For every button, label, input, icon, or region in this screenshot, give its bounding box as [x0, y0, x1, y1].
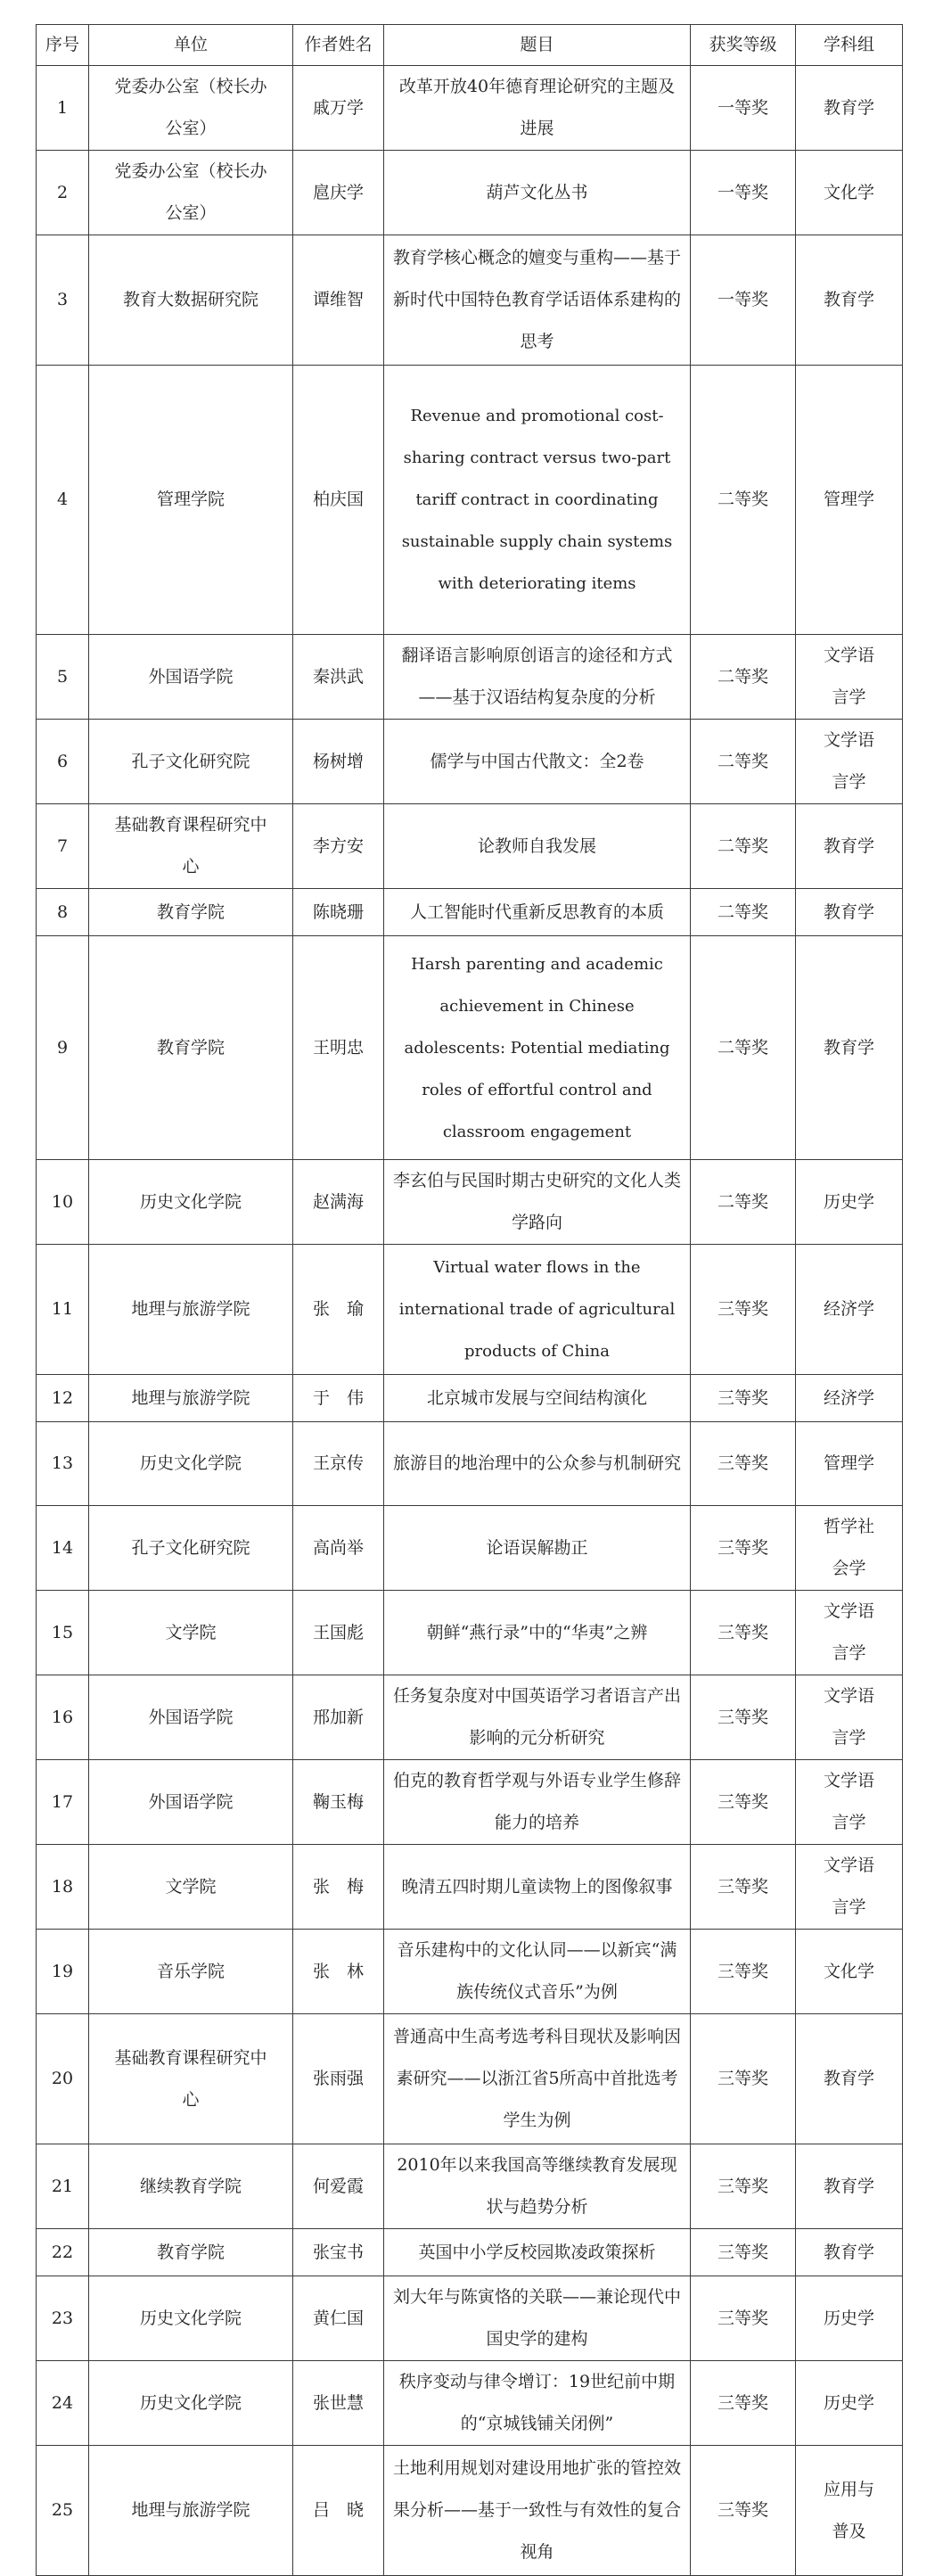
table-row	[37, 2229, 903, 2276]
cell-author: 扈庆学	[293, 151, 384, 235]
cell-author: 王国彪	[293, 1591, 384, 1675]
header-award: 获奖等级	[691, 25, 796, 66]
cell-seq: 4	[37, 366, 89, 635]
cell-group: 教育学	[796, 235, 903, 366]
cell-seq: 20	[37, 2014, 89, 2144]
cell-group: 管理学	[796, 1422, 903, 1506]
cell-title: 刘大年与陈寅恪的关联——兼论现代中国史学的建构	[384, 2276, 691, 2361]
cell-unit: 文学院	[89, 1845, 293, 1930]
cell-title: 北京城市发展与空间结构演化	[384, 1375, 691, 1422]
cell-author: 何爱霞	[293, 2144, 384, 2229]
cell-unit: 文学院	[89, 1591, 293, 1675]
cell-author: 陈晓珊	[293, 889, 384, 936]
table-row	[37, 936, 903, 1160]
cell-award: 二等奖	[691, 1160, 796, 1245]
cell-group: 文学语言学	[796, 1845, 903, 1930]
cell-award: 二等奖	[691, 720, 796, 804]
cell-award: 二等奖	[691, 889, 796, 936]
cell-group: 历史学	[796, 1160, 903, 1245]
cell-award: 一等奖	[691, 235, 796, 366]
cell-group: 教育学	[796, 2144, 903, 2229]
table-row	[37, 1845, 903, 1930]
table-row	[37, 1160, 903, 1245]
cell-seq: 6	[37, 720, 89, 804]
cell-group: 经济学	[796, 1245, 903, 1375]
table-row	[37, 889, 903, 936]
cell-award: 三等奖	[691, 1591, 796, 1675]
table-row	[37, 2014, 903, 2144]
header-row	[37, 25, 903, 66]
table-row	[37, 635, 903, 720]
cell-group: 教育学	[796, 2229, 903, 2276]
table-row	[37, 1422, 903, 1506]
cell-title: 论语误解勘正	[384, 1506, 691, 1591]
table-row	[37, 1375, 903, 1422]
cell-title: 葫芦文化丛书	[384, 151, 691, 235]
cell-author: 张宝书	[293, 2229, 384, 2276]
cell-seq: 5	[37, 635, 89, 720]
cell-unit: 教育学院	[89, 936, 293, 1160]
cell-seq: 22	[37, 2229, 89, 2276]
cell-title: 英国中小学反校园欺凌政策探析	[384, 2229, 691, 2276]
cell-unit: 党委办公室（校长办公室）	[89, 151, 293, 235]
table-row	[37, 2446, 903, 2576]
cell-award: 三等奖	[691, 2014, 796, 2144]
cell-seq: 14	[37, 1506, 89, 1591]
cell-unit: 教育大数据研究院	[89, 235, 293, 366]
cell-award: 三等奖	[691, 2144, 796, 2229]
cell-unit: 教育学院	[89, 889, 293, 936]
cell-group: 文学语言学	[796, 1760, 903, 1845]
header-group: 学科组	[796, 25, 903, 66]
cell-award: 一等奖	[691, 66, 796, 151]
table-row	[37, 1591, 903, 1675]
cell-award: 二等奖	[691, 936, 796, 1160]
table-row	[37, 1245, 903, 1375]
cell-group: 文化学	[796, 151, 903, 235]
cell-author: 张世慧	[293, 2361, 384, 2446]
cell-group: 文学语言学	[796, 635, 903, 720]
cell-author: 秦洪武	[293, 635, 384, 720]
cell-author: 张 梅	[293, 1845, 384, 1930]
cell-group: 文化学	[796, 1930, 903, 2014]
cell-author: 赵满海	[293, 1160, 384, 1245]
cell-group: 文学语言学	[796, 1591, 903, 1675]
cell-group: 应用与普及	[796, 2446, 903, 2576]
table-row	[37, 2361, 903, 2446]
cell-unit: 音乐学院	[89, 1930, 293, 2014]
cell-title: 翻译语言影响原创语言的途径和方式——基于汉语结构复杂度的分析	[384, 635, 691, 720]
cell-seq: 2	[37, 151, 89, 235]
cell-seq: 8	[37, 889, 89, 936]
cell-award: 三等奖	[691, 1845, 796, 1930]
cell-author: 张 林	[293, 1930, 384, 2014]
cell-author: 张雨强	[293, 2014, 384, 2144]
cell-award: 三等奖	[691, 1245, 796, 1375]
table-row	[37, 235, 903, 366]
cell-author: 于 伟	[293, 1375, 384, 1422]
cell-seq: 1	[37, 66, 89, 151]
cell-seq: 3	[37, 235, 89, 366]
cell-title: Revenue and promotional cost-sharing contract versus two-part tariff contract in coordinating sustainable supply chain systems with deteriorating items	[384, 366, 691, 635]
cell-unit: 历史文化学院	[89, 2361, 293, 2446]
table-row	[37, 1930, 903, 2014]
cell-title: 伯克的教育哲学观与外语专业学生修辞能力的培养	[384, 1760, 691, 1845]
cell-seq: 24	[37, 2361, 89, 2446]
cell-title: Harsh parenting and academic achievement in Chinese adolescents: Potential mediating roles of effortful control and classroom engagement	[384, 936, 691, 1160]
cell-award: 三等奖	[691, 1760, 796, 1845]
cell-seq: 9	[37, 936, 89, 1160]
cell-seq: 19	[37, 1930, 89, 2014]
cell-author: 吕 晓	[293, 2446, 384, 2576]
cell-award: 三等奖	[691, 1375, 796, 1422]
table-row	[37, 366, 903, 635]
cell-seq: 15	[37, 1591, 89, 1675]
cell-unit: 外国语学院	[89, 1760, 293, 1845]
cell-award: 三等奖	[691, 2276, 796, 2361]
table-row	[37, 804, 903, 889]
header-author: 作者姓名	[293, 25, 384, 66]
cell-unit: 历史文化学院	[89, 2276, 293, 2361]
cell-author: 邢加新	[293, 1675, 384, 1760]
award-list-sheet	[36, 24, 902, 2576]
cell-title: 音乐建构中的文化认同——以新宾“满族传统仪式音乐”为例	[384, 1930, 691, 2014]
award-table	[36, 24, 903, 2576]
cell-title: 儒学与中国古代散文：全2卷	[384, 720, 691, 804]
cell-seq: 23	[37, 2276, 89, 2361]
cell-seq: 12	[37, 1375, 89, 1422]
header-unit: 单位	[89, 25, 293, 66]
cell-author: 李方安	[293, 804, 384, 889]
cell-group: 教育学	[796, 936, 903, 1160]
cell-seq: 16	[37, 1675, 89, 1760]
cell-award: 二等奖	[691, 635, 796, 720]
cell-award: 三等奖	[691, 1506, 796, 1591]
cell-seq: 18	[37, 1845, 89, 1930]
cell-unit: 历史文化学院	[89, 1160, 293, 1245]
cell-seq: 13	[37, 1422, 89, 1506]
cell-unit: 管理学院	[89, 366, 293, 635]
cell-author: 鞠玉梅	[293, 1760, 384, 1845]
cell-author: 杨树增	[293, 720, 384, 804]
cell-unit: 基础教育课程研究中心	[89, 2014, 293, 2144]
cell-seq: 17	[37, 1760, 89, 1845]
cell-group: 文学语言学	[796, 720, 903, 804]
cell-title: 改革开放40年德育理论研究的主题及进展	[384, 66, 691, 151]
cell-award: 二等奖	[691, 366, 796, 635]
cell-group: 教育学	[796, 804, 903, 889]
cell-title: 2010年以来我国高等继续教育发展现状与趋势分析	[384, 2144, 691, 2229]
table-row	[37, 2276, 903, 2361]
cell-title: Virtual water flows in the international trade of agricultural products of China	[384, 1245, 691, 1375]
cell-unit: 教育学院	[89, 2229, 293, 2276]
cell-author: 谭维智	[293, 235, 384, 366]
table-row	[37, 1760, 903, 1845]
cell-unit: 党委办公室（校长办公室）	[89, 66, 293, 151]
cell-group: 历史学	[796, 2361, 903, 2446]
cell-group: 哲学社会学	[796, 1506, 903, 1591]
cell-title: 人工智能时代重新反思教育的本质	[384, 889, 691, 936]
header-seq: 序号	[37, 25, 89, 66]
cell-award: 三等奖	[691, 1422, 796, 1506]
cell-title: 朝鲜“燕行录”中的“华夷”之辨	[384, 1591, 691, 1675]
table-row	[37, 1506, 903, 1591]
cell-title: 论教师自我发展	[384, 804, 691, 889]
cell-unit: 地理与旅游学院	[89, 2446, 293, 2576]
table-row	[37, 66, 903, 151]
cell-group: 历史学	[796, 2276, 903, 2361]
cell-seq: 7	[37, 804, 89, 889]
cell-author: 戚万学	[293, 66, 384, 151]
cell-title: 土地利用规划对建设用地扩张的管控效果分析——基于一致性与有效性的复合视角	[384, 2446, 691, 2576]
cell-unit: 孔子文化研究院	[89, 1506, 293, 1591]
cell-seq: 25	[37, 2446, 89, 2576]
cell-title: 李玄伯与民国时期古史研究的文化人类学路向	[384, 1160, 691, 1245]
cell-unit: 外国语学院	[89, 635, 293, 720]
table-row	[37, 720, 903, 804]
cell-author: 王明忠	[293, 936, 384, 1160]
cell-unit: 外国语学院	[89, 1675, 293, 1760]
cell-seq: 21	[37, 2144, 89, 2229]
cell-award: 二等奖	[691, 804, 796, 889]
cell-title: 秩序变动与律令增订：19世纪前中期的“京城钱铺关闭例”	[384, 2361, 691, 2446]
cell-unit: 地理与旅游学院	[89, 1245, 293, 1375]
cell-title: 任务复杂度对中国英语学习者语言产出影响的元分析研究	[384, 1675, 691, 1760]
cell-unit: 历史文化学院	[89, 1422, 293, 1506]
cell-award: 三等奖	[691, 2446, 796, 2576]
cell-author: 张 瑜	[293, 1245, 384, 1375]
cell-award: 三等奖	[691, 1930, 796, 2014]
cell-author: 高尚举	[293, 1506, 384, 1591]
cell-award: 三等奖	[691, 2229, 796, 2276]
cell-unit: 孔子文化研究院	[89, 720, 293, 804]
cell-award: 三等奖	[691, 2361, 796, 2446]
header-title: 题目	[384, 25, 691, 66]
cell-title: 晚清五四时期儿童读物上的图像叙事	[384, 1845, 691, 1930]
cell-group: 文学语言学	[796, 1675, 903, 1760]
cell-group: 教育学	[796, 2014, 903, 2144]
cell-unit: 继续教育学院	[89, 2144, 293, 2229]
cell-award: 三等奖	[691, 1675, 796, 1760]
table-row	[37, 2144, 903, 2229]
cell-unit: 基础教育课程研究中心	[89, 804, 293, 889]
cell-group: 管理学	[796, 366, 903, 635]
cell-title: 旅游目的地治理中的公众参与机制研究	[384, 1422, 691, 1506]
cell-seq: 10	[37, 1160, 89, 1245]
cell-author: 黄仁国	[293, 2276, 384, 2361]
cell-group: 经济学	[796, 1375, 903, 1422]
table-row	[37, 151, 903, 235]
cell-seq: 11	[37, 1245, 89, 1375]
cell-award: 一等奖	[691, 151, 796, 235]
cell-group: 教育学	[796, 66, 903, 151]
cell-title: 教育学核心概念的嬗变与重构——基于新时代中国特色教育学话语体系建构的思考	[384, 235, 691, 366]
cell-title: 普通高中生高考选考科目现状及影响因素研究——以浙江省5所高中首批选考学生为例	[384, 2014, 691, 2144]
cell-unit: 地理与旅游学院	[89, 1375, 293, 1422]
table-row	[37, 1675, 903, 1760]
cell-author: 柏庆国	[293, 366, 384, 635]
cell-author: 王京传	[293, 1422, 384, 1506]
cell-group: 教育学	[796, 889, 903, 936]
